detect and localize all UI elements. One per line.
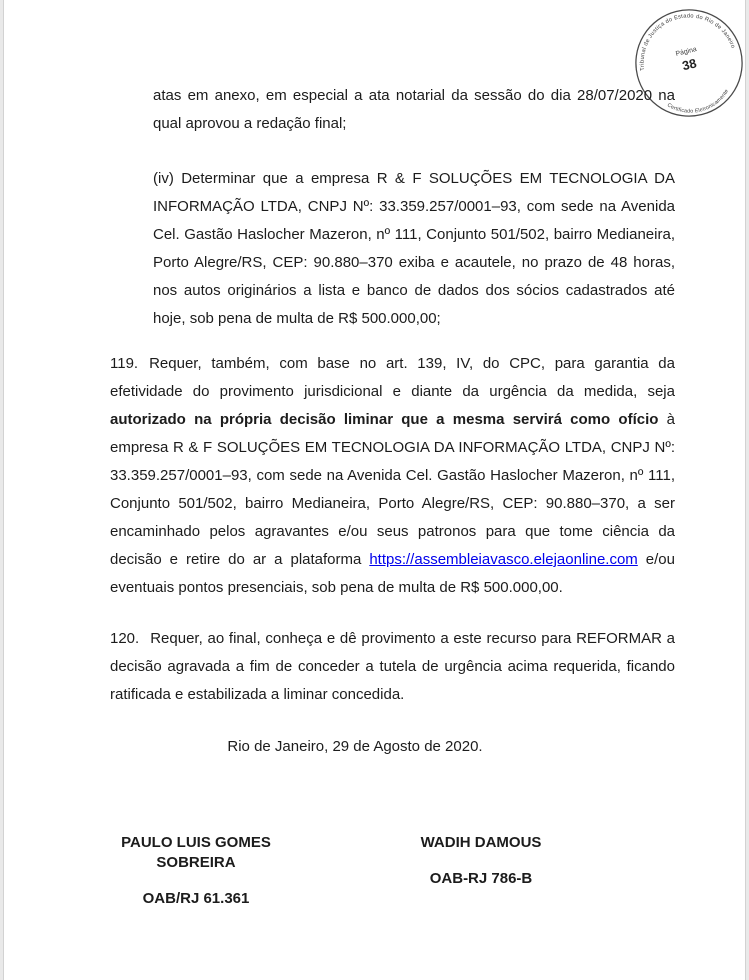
paragraph-119-text-middle: à empresa R & F SOLUÇÕES EM TECNOLOGIA DA INFORMAÇÃO LTDA, CNPJ Nº: 33.359.257/0001–93, com sede na Avenida Cel. Gastão Haslocher Mazeron, nº 111, Conjunto 501/502, bairro Medianeira, Porto Alegre/RS, CEP: 90.880–370, a ser encaminhado pelos agravantes e/ou seus patronos para que tome ciência da decisão e retire do ar a plataforma xyxy=(110,411,676,568)
page-left-border xyxy=(0,0,4,980)
paragraph-120 xyxy=(110,625,675,709)
paragraph-119-text-start: Requer, também, com base no art. 139, IV, do CPC, para garantia da efetividade do provimento jurisdicional e diante da urgência da medida, seja xyxy=(110,355,675,400)
stamp-page-number: 38 xyxy=(680,55,699,74)
stamp-page-label: Página xyxy=(675,46,698,58)
signatory-oab: OAB-RJ 786-B xyxy=(429,870,533,887)
signature-block-right xyxy=(375,833,587,889)
stamp-arc-top-text: Tribunal de Justiça do Estado do Rio de Janeiro xyxy=(639,13,736,71)
signatory-name: PAULO LUIS GOMES SOBREIRA xyxy=(121,834,271,871)
page-right-border xyxy=(745,0,749,980)
paragraph-119 xyxy=(110,350,675,602)
signatory-name: WADIH DAMOUS xyxy=(420,834,542,851)
stamp-arc-bottom-text: Certificado Eletronicamente xyxy=(666,88,731,115)
signatory-oab: OAB/RJ 61.361 xyxy=(142,890,250,907)
paragraph-120-number: 120. xyxy=(110,630,140,647)
paragraph-120-text: Requer, ao final, conheça e dê provimento a este recurso para REFORMAR a decisão agravada a fim de conceder a tutela de urgência acima requerida, ficando ratificada e estabilizada a liminar concedida. xyxy=(110,630,675,703)
dateline: Rio de Janeiro, 29 de Agosto de 2020. xyxy=(227,738,483,755)
paragraph-119-number: 119. xyxy=(110,355,139,372)
quote-block-2-item-iv: (iv) Determinar que a empresa R & F SOLUÇÕES EM TECNOLOGIA DA INFORMAÇÃO LTDA, CNPJ Nº: 33.359.257/0001–93, com sede na Avenida Cel. Gastão Haslocher Mazeron, nº 111, Conjunto 501/502, bairro Medianeira, Porto Alegre/RS, CEP: 90.880–370 exiba e acautele, no prazo de 48 horas, nos autos originários a lista e banco de dados dos sócios cadastrados até hoje, sob pena de multa de R$ 500.000,00; xyxy=(153,170,675,327)
paragraph-119-bold-run: autorizado na própria decisão liminar que a mesma servirá como ofício xyxy=(110,411,659,428)
signature-block-left xyxy=(90,833,302,909)
platform-link[interactable]: https://assembleiavasco.elejaonline.com xyxy=(369,551,638,568)
paragraph-119-text-end: e/ou eventuais pontos presenciais, sob pena de multa de R$ 500.000,00. xyxy=(110,551,675,596)
quote-block-1: atas em anexo, em especial a ata notarial da sessão do dia 28/07/2020 na qual aprovou a redação final; xyxy=(153,87,675,132)
